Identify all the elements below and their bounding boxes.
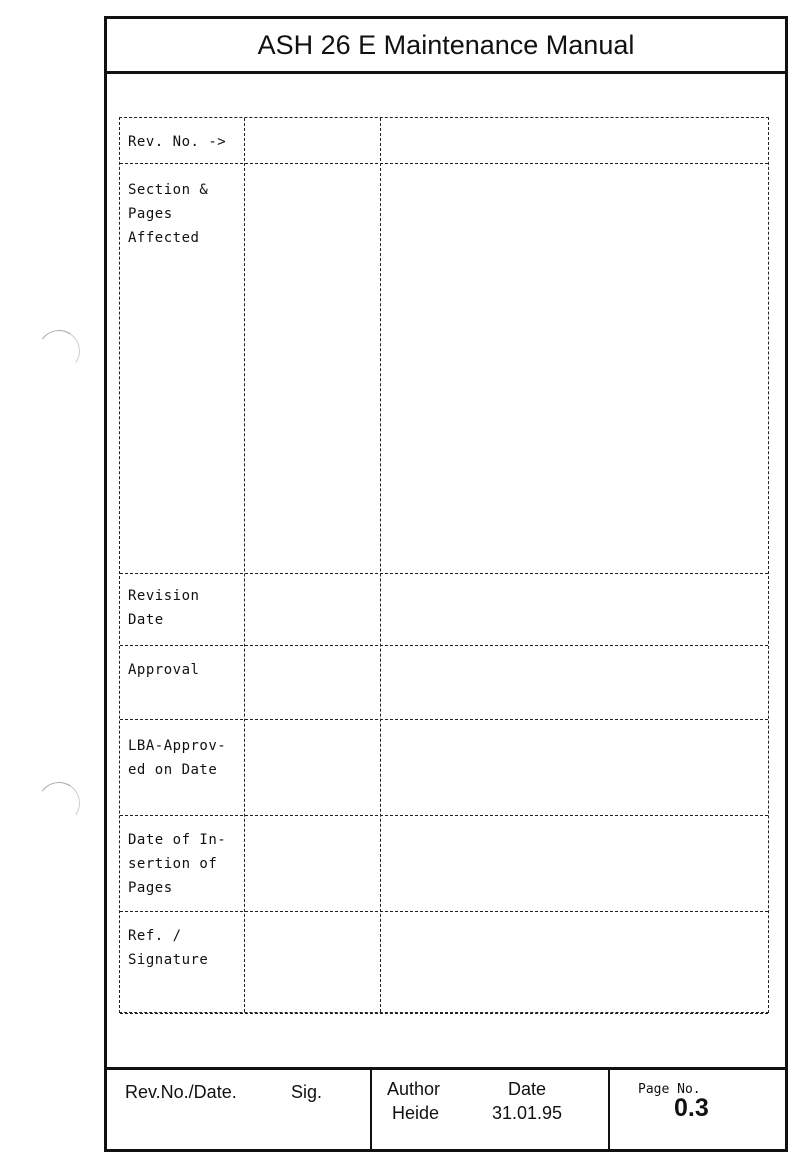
footer-page-cell [608,1070,785,1149]
page-title: ASH 26 E Maintenance Manual [257,29,635,60]
column-divider-1 [244,118,245,1012]
form-row-lba-approved [120,720,768,816]
form-row-approval [120,646,768,720]
form-row-rev-no [120,118,768,164]
row-label-revision-date: Revision Date [128,588,200,628]
manual-page [104,16,788,1152]
punch-hole-mark-bottom [35,779,84,828]
row-label-rev-no: Rev. No. -> [128,134,227,150]
footer-revision-cell [107,1070,370,1149]
revision-record-form [119,117,769,1013]
form-row-section-pages [120,164,768,574]
form-row-revision-date [120,574,768,646]
row-label-insertion-date: Date of In- sertion of Pages [128,832,227,896]
row-label-lba-approved: LBA-Approv- ed on Date [128,738,227,778]
footer-rev-no-date: Rev.No./Date. [125,1082,237,1102]
footer-author-label: Author [387,1079,441,1099]
row-label-approval: Approval [128,662,200,678]
footer-page-no-label: Page No. [638,1082,701,1097]
footer-author-cell [370,1070,608,1149]
form-row-ref-signature [120,912,768,1014]
footer-date-label: Date [508,1079,547,1099]
footer-sig: Sig. [291,1082,323,1102]
form-row-insertion-date [120,816,768,912]
footer-page-no-value: 0.3 [674,1094,709,1122]
row-label-section-pages: Section & Pages Affected [128,182,209,246]
footer-author-value: Heide [392,1103,440,1123]
page-header [107,19,785,74]
footer-date-value: 31.01.95 [492,1103,563,1123]
column-divider-2 [380,118,381,1012]
punch-hole-mark-top [35,327,84,376]
page-footer [107,1067,785,1149]
row-label-ref-signature: Ref. / Signature [128,928,209,968]
